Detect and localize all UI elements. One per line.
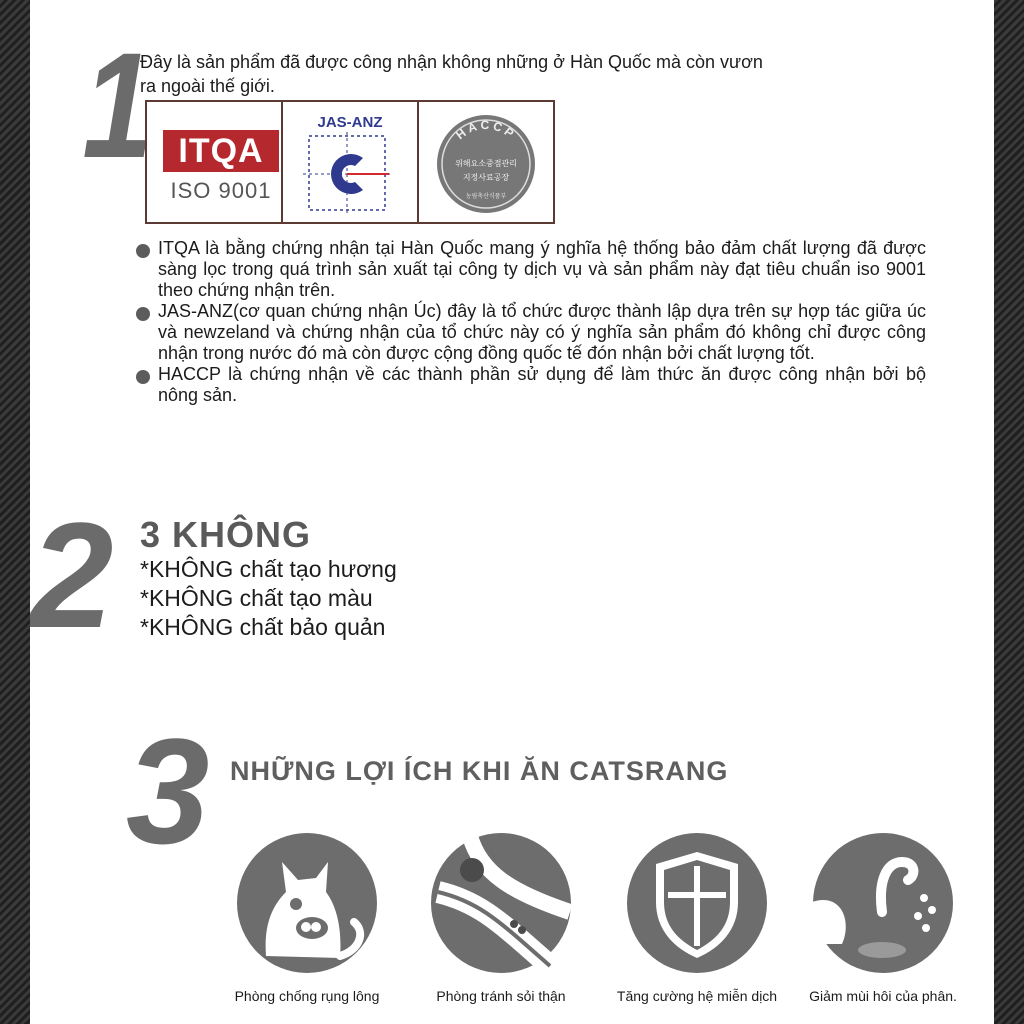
certification-logos <box>145 100 555 224</box>
section-2-list <box>140 555 397 642</box>
benefit-caption: Phòng tránh sỏi thận <box>436 988 566 1004</box>
haccp-line-1: 위해요소중점관리 <box>455 159 517 168</box>
section-2-title: 3 KHÔNG <box>140 514 312 555</box>
jas-anz-title: JAS-ANZ <box>317 114 383 131</box>
bullet-text: JAS-ANZ(cơ quan chứng nhận Úc) đây là tổ chức được thành lập dựa trên sự hợp tác giữa úc và newzeland và chứng nhận của tổ chức này có ý nghĩa sản phẩm đó không chỉ được công nhận trong nước đó mà còn được cộng đồng quốc tế đón nhận bởi chất lượng tốt. <box>158 301 926 363</box>
haccp-title: HACCP <box>453 117 519 143</box>
left-border <box>0 0 30 1024</box>
page <box>30 0 994 1024</box>
shield-cross-icon <box>626 832 768 974</box>
certification-descriptions <box>136 238 926 406</box>
intro-line-1: Đây là sản phẩm đã được công nhận không những ở Hàn Quốc mà còn vươn <box>140 52 763 72</box>
benefit-immunity <box>602 832 792 1004</box>
benefit-hairball <box>212 832 402 1004</box>
section-1-intro <box>140 50 880 98</box>
benefit-caption: Tăng cường hệ miễn dịch <box>616 988 778 1004</box>
section-3-title: NHỮNG LỢI ÍCH KHI ĂN CATSRANG <box>230 756 729 786</box>
haccp-seal-icon <box>431 108 541 218</box>
no-flavoring-item: *KHÔNG chất tạo hương <box>140 556 397 582</box>
iso-label: ISO 9001 <box>170 178 272 203</box>
cat-litter-icon <box>812 832 954 974</box>
intro-line-2: ra ngoài thế giới. <box>140 76 275 96</box>
section-1-number: 1 <box>82 21 154 189</box>
benefit-caption: Giảm mùi hôi của phân. <box>809 988 957 1004</box>
haccp-line-3: 농림축산식품부 <box>465 193 507 200</box>
section-2-number: 2 <box>30 491 114 659</box>
bullet-jas-anz <box>136 301 926 364</box>
haccp-line-2: 지정사료공장 <box>462 173 510 182</box>
jas-anz-logo <box>283 102 419 222</box>
kidney-stone-icon <box>430 832 572 974</box>
bullet-text: HACCP là chứng nhận về các thành phần sử dụng để làm thức ăn được công nhận bởi bộ nông sản. <box>158 364 926 405</box>
bullet-text: ITQA là bằng chứng nhận tại Hàn Quốc mang ý nghĩa hệ thống bảo đảm chất lượng đã được sàng lọc trong quá trình sản xuất tại công ty dịch vụ và sản phẩm này đạt tiêu chuẩn iso 9001 theo chứng nhận trên. <box>158 238 926 300</box>
section-3-number: 3 <box>126 707 210 875</box>
cat-hairball-icon <box>236 832 378 974</box>
bullet-dot-icon <box>136 307 150 321</box>
bullet-dot-icon <box>136 370 150 384</box>
benefit-odor <box>788 832 978 1004</box>
haccp-logo <box>419 102 553 222</box>
itqa-logo <box>147 102 283 222</box>
itqa-title: ITQA <box>163 130 279 172</box>
right-border <box>994 0 1024 1024</box>
bullet-itqa <box>136 238 926 301</box>
no-preservative-item: *KHÔNG chất bảo quản <box>140 614 386 640</box>
bullet-dot-icon <box>136 244 150 258</box>
no-coloring-item: *KHÔNG chất tạo màu <box>140 585 373 611</box>
jas-anz-mark-icon <box>303 132 393 214</box>
benefit-kidney <box>406 832 596 1004</box>
bullet-haccp <box>136 364 926 406</box>
benefit-caption: Phòng chống rụng lông <box>234 988 380 1004</box>
